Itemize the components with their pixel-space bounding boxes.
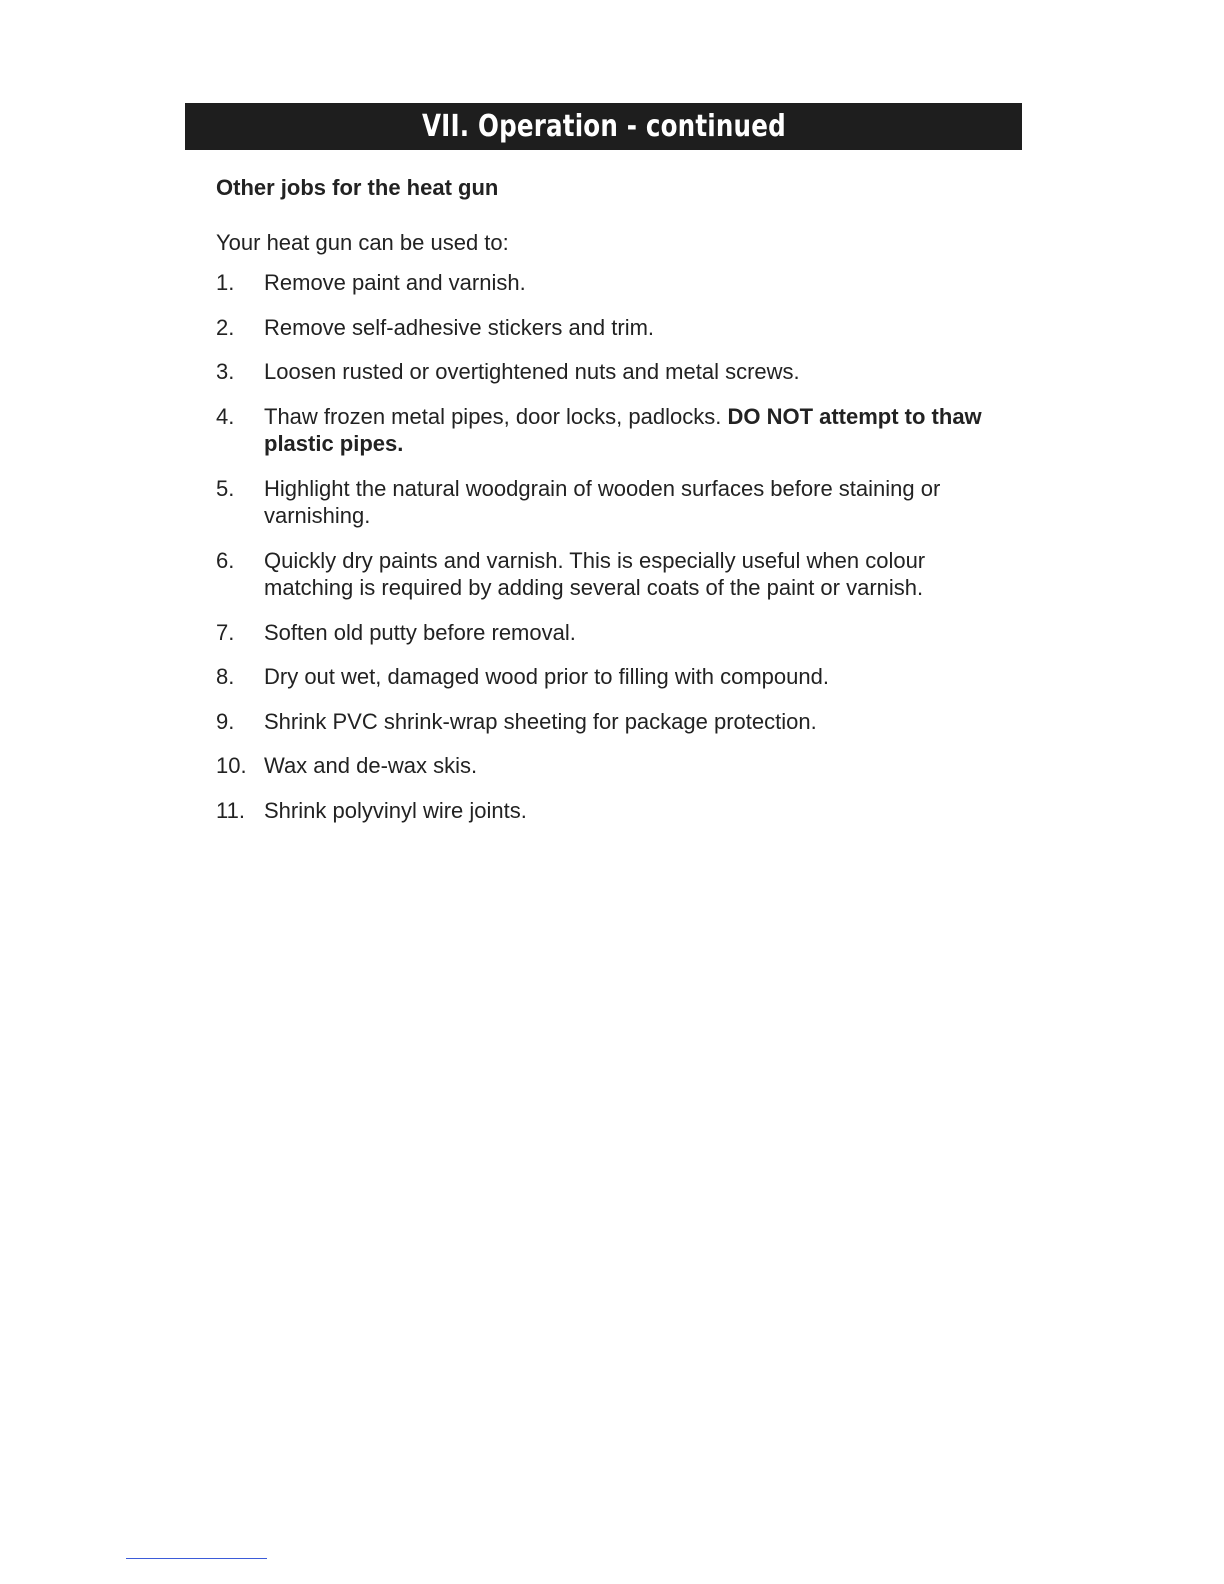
- list-item-number: 1.: [216, 270, 235, 295]
- list-item-number: 4.: [216, 403, 235, 429]
- job-list: [216, 269, 996, 824]
- list-item: [216, 269, 996, 297]
- list-item-text: Dry out wet, damaged wood prior to filling with compound.: [264, 664, 829, 689]
- main-content: [216, 170, 996, 841]
- list-item-number: 8.: [216, 664, 235, 689]
- list-item: [216, 708, 996, 736]
- list-item-text: Loosen rusted or overtightened nuts and metal screws.: [264, 359, 800, 384]
- list-item: [216, 403, 996, 458]
- list-item: [216, 314, 996, 342]
- list-item-text: Shrink polyvinyl wire joints.: [264, 797, 527, 823]
- list-item: [216, 797, 996, 825]
- list-item: [216, 358, 996, 386]
- list-item-text: Remove paint and varnish.: [264, 270, 526, 295]
- list-item: [216, 619, 996, 647]
- list-item-text: Thaw frozen metal pipes, door locks, padlocks. DO NOT attempt to thaw plastic pipes.: [264, 403, 982, 456]
- list-item-text: Shrink PVC shrink-wrap sheeting for package protection.: [264, 708, 817, 734]
- section-heading: Other jobs for the heat gun: [216, 175, 499, 200]
- list-item-number: 7.: [216, 619, 235, 645]
- list-item-number: 3.: [216, 359, 235, 384]
- list-item-text: Wax and de-wax skis.: [264, 753, 478, 778]
- list-item: [216, 475, 996, 530]
- list-item-text: Highlight the natural woodgrain of wooden surfaces before staining or varnishing.: [264, 475, 941, 528]
- list-item-number: 6.: [216, 547, 235, 573]
- footer-divider: [126, 1558, 267, 1559]
- list-item: [216, 752, 996, 780]
- list-item-number: 10.: [216, 753, 247, 778]
- section-banner: [185, 103, 1022, 150]
- warning-text: DO NOT attempt to thaw plastic pipes.: [264, 403, 982, 456]
- intro-text: Your heat gun can be used to:: [216, 230, 509, 255]
- list-item-text: Remove self-adhesive stickers and trim.: [264, 314, 655, 340]
- list-item: [216, 663, 996, 691]
- list-item-number: 5.: [216, 475, 235, 501]
- list-item: [216, 547, 996, 602]
- page-title: VII. Operation - continued: [421, 109, 786, 144]
- list-item-number: 9.: [216, 708, 235, 734]
- list-item-number: 2.: [216, 314, 235, 340]
- list-item-text: Quickly dry paints and varnish. This is especially useful when colour matching is required by adding several coats of the paint or varnish.: [264, 547, 926, 600]
- list-item-text: Soften old putty before removal.: [264, 619, 576, 645]
- list-item-number: 11.: [216, 797, 245, 823]
